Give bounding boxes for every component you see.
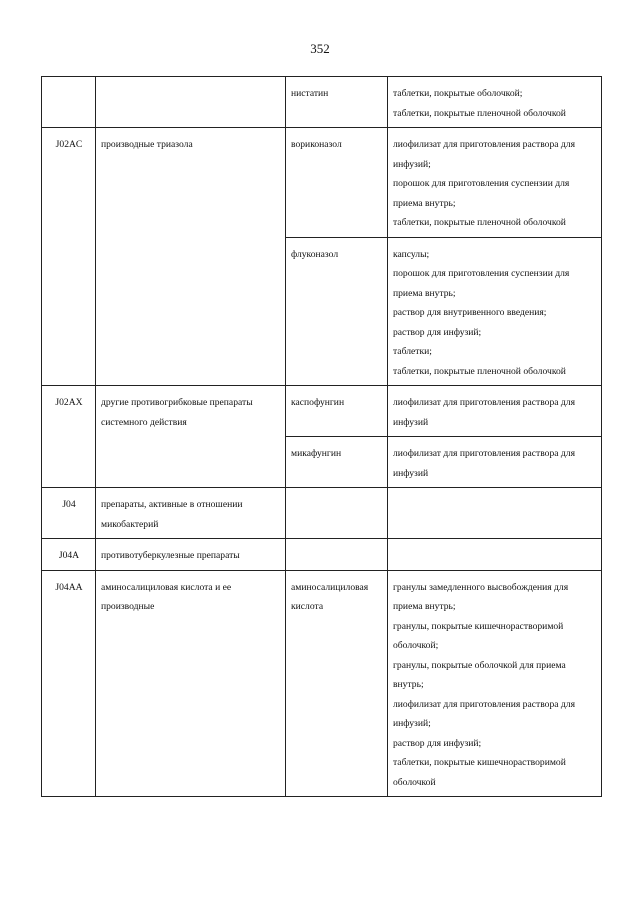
dosage-form-line: раствор для внутривенного введения; [393,307,547,318]
dosage-form-line: лиофилизат для приготовления раствора для инфузий [393,397,575,428]
dosage-form-line: таблетки; [393,346,432,357]
dosage-form-line: таблетки, покрытые пленочной оболочкой [393,217,566,228]
group-name-cell: производные триазола [96,128,286,386]
dosage-forms-cell [388,437,602,488]
group-name-cell: другие противогрибковые препараты системного действия [96,386,286,488]
group-name-cell: препараты, активные в отношении микобактерий [96,488,286,539]
drug-name-cell: вориконазол [286,128,388,238]
page-number: 352 [310,41,330,56]
dosage-form-line: порошок для приготовления суспензии для приема внутрь; [393,178,570,209]
dosage-form-line: лиофилизат для приготовления раствора для инфузий [393,448,575,479]
atc-code-cell [42,77,96,128]
dosage-form-line: гранулы, покрытые кишечнорастворимой оболочкой; [393,620,564,651]
dosage-form-line: капсулы; [393,248,430,260]
dosage-form-line: раствор для инфузий; [393,326,482,338]
dosage-form-line: лиофилизат для приготовления раствора для инфузий; [393,698,575,729]
drug-name-cell [286,488,388,539]
table-row [42,128,602,238]
dosage-forms-cell [388,488,602,539]
dosage-forms-cell [388,570,602,797]
dosage-form-line: таблетки, покрытые оболочкой; [393,88,523,99]
drug-name-cell: нистатин [286,77,388,128]
drug-name-cell: флуконазол [286,237,388,386]
dosage-form-line: таблетки, покрытые кишечнорастворимой оболочкой [393,757,566,788]
table-row [42,539,602,571]
drug-name-cell: микафунгин [286,437,388,488]
dosage-form-line: таблетки, покрытые пленочной оболочкой [393,365,566,377]
dosage-form-line: гранулы, покрытые оболочкой для приема внутрь; [393,659,566,690]
dosage-forms-cell [388,237,602,386]
dosage-form-line: лиофилизат для приготовления раствора для инфузий; [393,139,575,170]
atc-code-cell: J04 [42,488,96,539]
dosage-form-line: таблетки, покрытые пленочной оболочкой [393,107,566,119]
group-name-cell: противотуберкулезные препараты [96,539,286,571]
dosage-forms-cell [388,386,602,437]
atc-code-cell: J02AC [42,128,96,386]
dosage-form-line: порошок для приготовления суспензии для приема внутрь; [393,268,570,299]
dosage-form-line: раствор для инфузий; [393,737,482,749]
table-row [42,570,602,797]
atc-code-cell: J02AX [42,386,96,488]
drug-name-cell: каспофунгин [286,386,388,437]
group-name-cell [96,77,286,128]
drug-name-cell: аминосалициловая кислота [286,570,388,797]
dosage-forms-cell [388,128,602,238]
table-row [42,77,602,128]
drug-table [41,76,602,797]
table-row [42,386,602,437]
atc-code-cell: J04AA [42,570,96,797]
table-row [42,488,602,539]
dosage-forms-cell [388,539,602,571]
group-name-cell: аминосалициловая кислота и ее производные [96,570,286,797]
dosage-form-line: гранулы замедленного высвобождения для приема внутрь; [393,581,569,612]
table-body [42,77,602,797]
atc-code-cell: J04A [42,539,96,571]
dosage-forms-cell [388,77,602,128]
drug-name-cell [286,539,388,571]
